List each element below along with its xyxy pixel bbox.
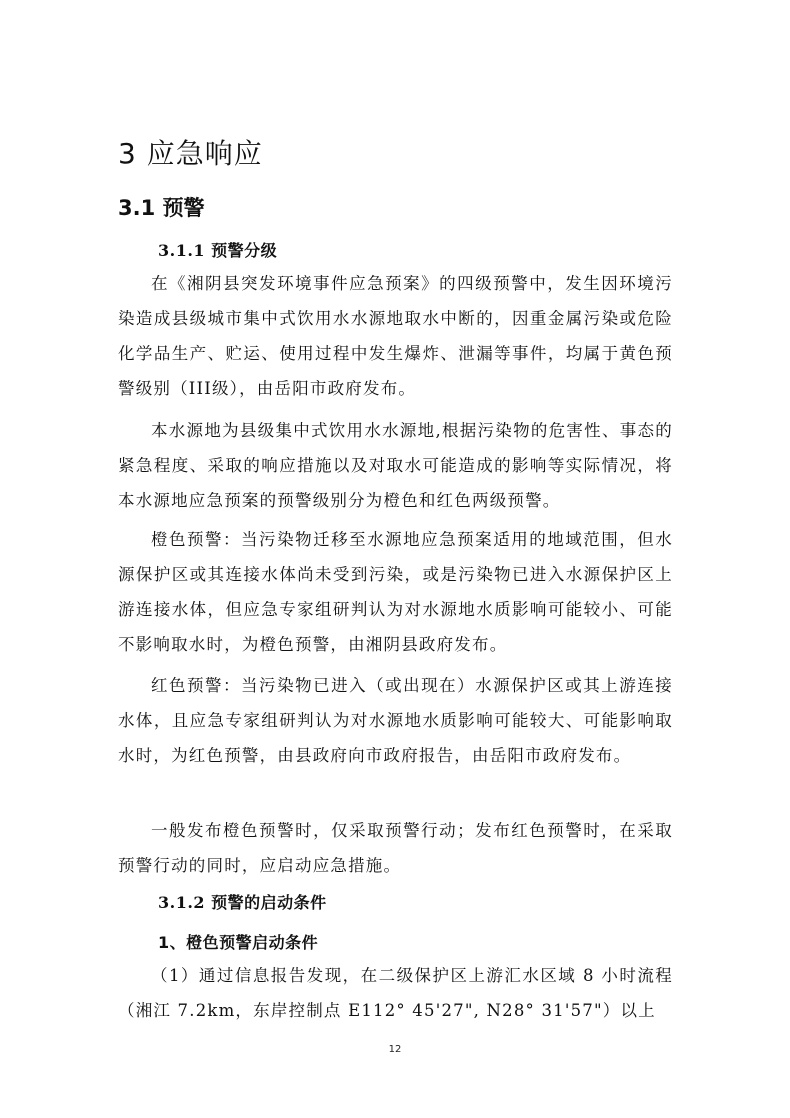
subsection-heading-312: 3.1.2 预警的启动条件 [158, 893, 327, 912]
paragraph-orange-warning: 橙色预警：当污染物迁移至水源地应急预案适用的地域范围，但水源保护区或其连接水体尚未受到污染，或是污染物已进入水源保护区上游连接水体，但应急专家组研判认为对水源地水质影响可能较小、可能不影响取水时，为橙色预警，由湘阴县政府发布。 [118, 530, 673, 654]
section-heading: 3.1 预警 [118, 196, 205, 220]
paragraph-warning-levels: 在《湘阴县突发环境事件应急预案》的四级预警中，发生因环境污染造成县级城市集中式饮用水水源地取水中断的，因重金属污染或危险化学品生产、贮运、使用过程中发生爆炸、泄漏等事件，均属于黄色预警级别（III级），由岳阳市政府发布。 [118, 274, 673, 398]
paragraph-water-source: 本水源地为县级集中式饮用水水源地,根据污染物的危害性、事态的紧急程度、采取的响应措施以及对取水可能造成的影响等实际情况，将本水源地应急预案的预警级别分为橙色和红色两级预警。 [118, 421, 673, 510]
chapter-heading: 3 应急响应 [118, 137, 263, 170]
paragraph-condition-1: （1）通过信息报告发现，在二级保护区上游汇水区域 8 小时流程（湘江 7.2km，东岸控制点 E112° 45'27", N28° 31'57"）以上 [118, 966, 673, 1020]
subsection-heading-311: 3.1.1 预警分级 [158, 241, 278, 260]
orange-condition-heading: 1、橙色预警启动条件 [158, 933, 319, 952]
page-number: 12 [388, 1044, 402, 1055]
paragraph-general-release: 一般发布橙色预警时，仅采取预警行动；发布红色预警时，在采取预警行动的同时，应启动应急措施。 [118, 821, 673, 875]
paragraph-red-warning: 红色预警：当污染物已进入（或出现在）水源保护区或其上游连接水体，且应急专家组研判认为对水源地水质影响可能较大、可能影响取水时，为红色预警，由县政府向市政府报告，由岳阳市政府发布。 [118, 676, 673, 765]
